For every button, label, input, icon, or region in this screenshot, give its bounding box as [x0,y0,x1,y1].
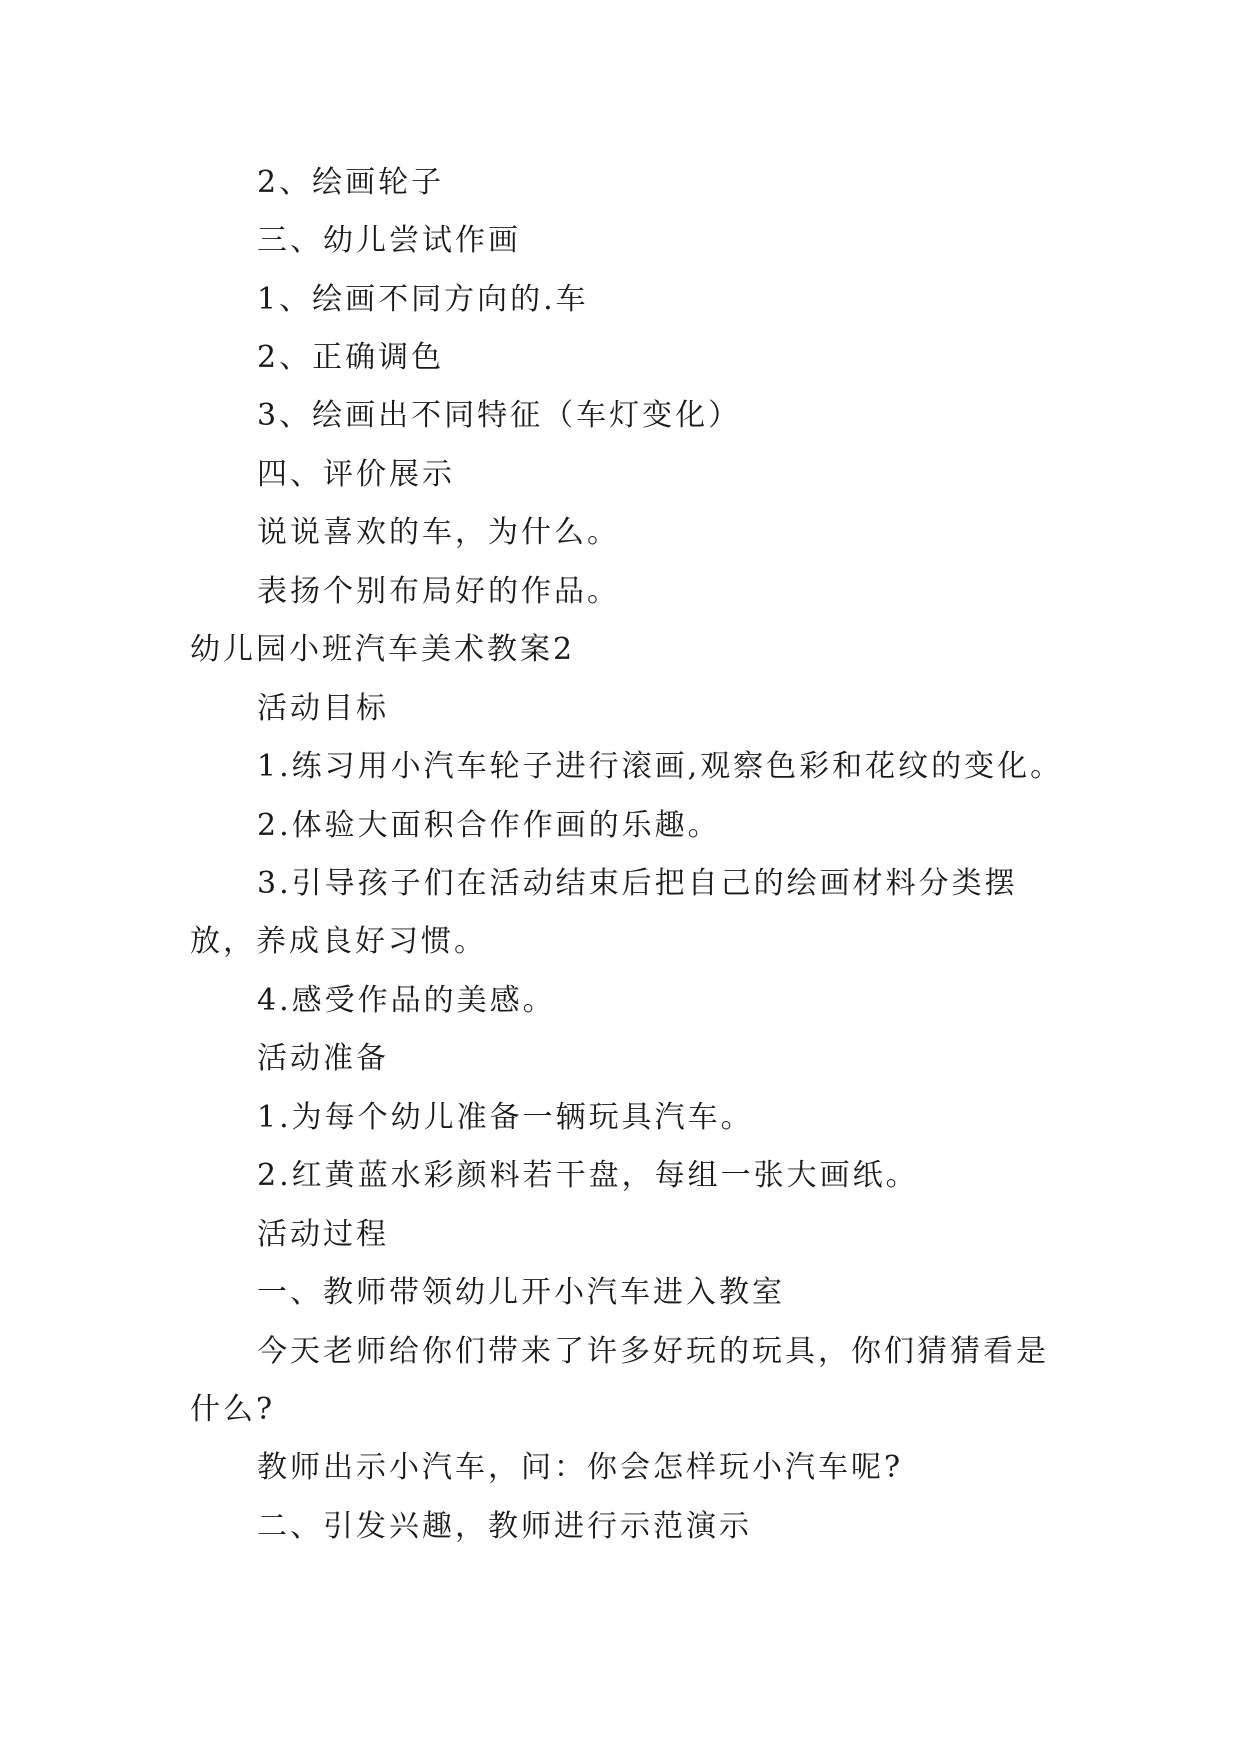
paragraph: 1.练习用小汽车轮子进行滚画,观察色彩和花纹的变化。 [257,749,1064,784]
section-heading: 三、幼儿尝试作画 [257,223,521,258]
paragraph: 教师出示小汽车，问：你会怎样玩小汽车呢? [257,1450,904,1485]
paragraph-continuation: 放，养成良好习惯。 [190,924,487,959]
paragraph: 4.感受作品的美感。 [257,983,556,1018]
paragraph: 2.体验大面积合作作画的乐趣。 [257,808,721,843]
paragraph-continuation: 什么? [190,1392,276,1427]
section-heading: 活动目标 [257,691,389,726]
section-heading: 二、引发兴趣，教师进行示范演示 [257,1509,752,1544]
paragraph: 1、绘画不同方向的.车 [257,282,589,317]
document-title: 幼儿园小班汽车美术教案2 [190,632,576,667]
section-heading: 活动准备 [257,1041,389,1076]
paragraph: 1.为每个幼儿准备一辆玩具汽车。 [257,1100,754,1135]
paragraph: 2.红黄蓝水彩颜料若干盘，每组一张大画纸。 [257,1158,919,1193]
section-heading: 一、教师带领幼儿开小汽车进入教室 [257,1275,785,1310]
paragraph: 2、绘画轮子 [257,165,445,200]
paragraph: 3、绘画出不同特征（车灯变化） [257,398,742,433]
section-heading: 四、评价展示 [257,457,455,492]
section-heading: 活动过程 [257,1217,389,1252]
paragraph: 表扬个别布局好的作品。 [257,574,620,609]
paragraph: 说说喜欢的车，为什么。 [257,515,620,550]
paragraph: 3.引导孩子们在活动结束后把自己的绘画材料分类摆 [257,866,1018,901]
paragraph: 今天老师给你们带来了许多好玩的玩具，你们猜猜看是 [257,1334,1049,1369]
paragraph: 2、正确调色 [257,340,445,375]
